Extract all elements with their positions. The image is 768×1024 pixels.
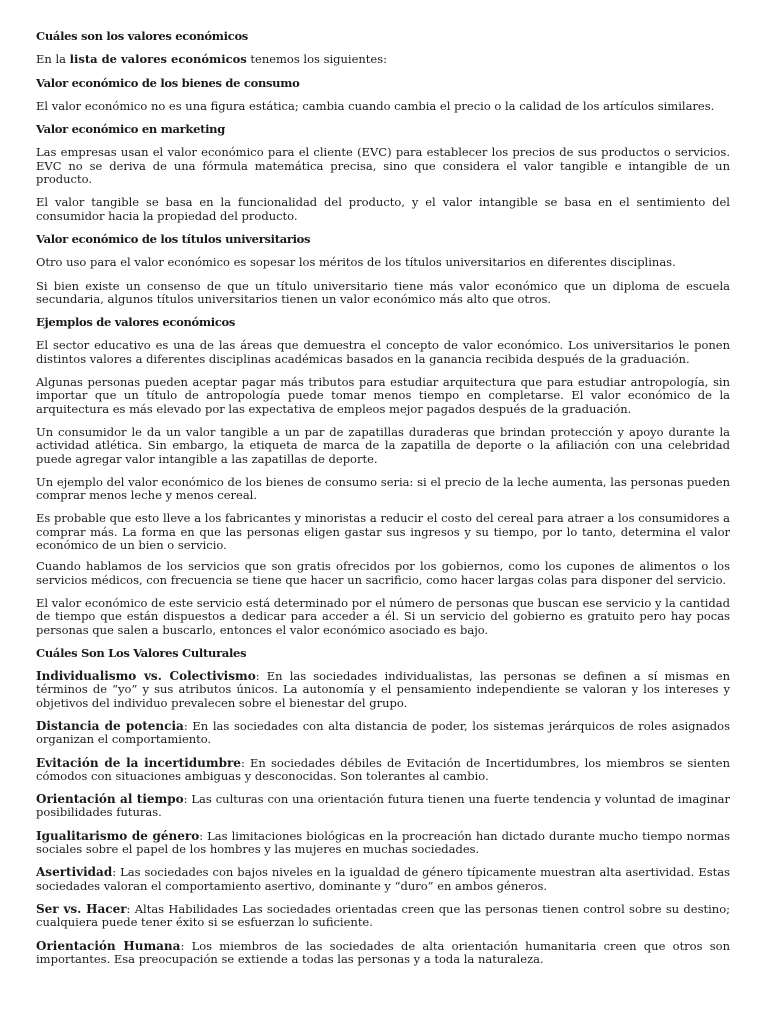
cultural-text: : En las sociedades individualistas, las personas se definen a sí mismas en términos de “yo” y sus atributos únicos. La autonomía y el pensamiento independiente se valoran y los intereses y objetivos del individuo prevalecen sobre el bienestar del grupo. [36,669,730,710]
paragraph-marketing-1: Las empresas usan el valor económico para el cliente (EVC) para establecer los precios de sus productos o servicios. EVC no se deriva de una fórmula matemática precisa, sino que considera el valor tangible e intangible de un producto. [36,145,730,187]
cultural-term: Ser vs. Hacer [36,901,127,916]
cultural-item [36,830,730,857]
paragraph-ejemplo-2: Algunas personas pueden aceptar pagar más tributos para estudiar arquitectura que para estudiar antropología, sin importar que un título de antropología puede tomar menos tiempo en completarse. El valor económico de la arquitectura es más elevado por las expectativa de empleos mejor pagados después de la graduación. [36,375,730,416]
cultural-text: : Los miembros de las sociedades de alta orientación humanitaria creen que otros son importantes. Esa preocupación se extiende a todas las personas y a toda la naturaleza. [36,938,731,966]
paragraph-titulos-2: Si bien existe un consenso de que un título universitario tiene más valor económico que un diploma de escuela secundaria, algunos títulos universitarios tienen un valor económico más alto que otros. [36,278,730,306]
cultural-term: Evitación de la incertidumbre [36,755,241,770]
paragraph-ejemplo-1: El sector educativo es una de las áreas que demuestra el concepto de valor económico. Los universitarios le ponen distintos valores a diferentes disciplinas académicas basados en la ganancia recibida después de la graduación. [36,338,730,366]
cultural-item [36,757,730,784]
cultural-item [36,793,730,820]
paragraph-bienes-consumo: El valor económico no es una figura estática; cambia cuando cambia el precio o la calidad de los artículos similares. [36,98,715,113]
paragraph-ejemplo-7: El valor económico de este servicio está determinado por el número de personas que buscan ese servicio y la cantidad de tiempo que están dispuestos a dedicar para acceder a él. Si un servicio del gobierno es gratuito pero hay pocas personas que salen a buscarlo, entonces el valor económico asociado es bajo. [36,595,730,637]
paragraph-marketing-2: El valor tangible se basa en la funcionalidad del producto, y el valor intangible se basa en el sentimiento del consumidor hacia la propiedad del producto. [36,195,730,223]
intro-post: tenemos los siguientes: [246,52,388,67]
paragraph-ejemplo-5: Es probable que esto lleve a los fabricantes y minoristas a reducir el costo del cereal para atraer a los consumidores a comprar más. La forma en que las personas eligen gastar sus ingresos y su tiempo, por lo tanto, determina el valor económico de un bien o servicio. [36,511,730,553]
heading-bienes-consumo: Valor económico de los bienes de consumo [36,75,300,90]
paragraph-titulos-1: Otro uso para el valor económico es sopesar los méritos de los títulos universitarios en diferentes disciplinas. [36,255,676,270]
intro-bold: lista de valores económicos [69,52,247,67]
cultural-text: : En las sociedades con alta distancia de poder, los sistemas jerárquicos de roles asignados organizan el comportamiento. [36,718,730,747]
cultural-text: : Las sociedades con bajos niveles en la igualdad de género típicamente muestran alta asertividad. Estas sociedades valoran el comportamiento asertivo, dominante y “duro” en ambos géneros. [36,865,730,893]
cultural-item [36,670,730,710]
paragraph-ejemplo-4: Un ejemplo del valor económico de los bienes de consumo seria: si el precio de la leche aumenta, las personas pueden comprar menos leche y menos cereal. [36,474,730,503]
cultural-text: : Las culturas con una orientación futura tienen una fuerte tendencia y voluntad de imaginar posibilidades futuras. [36,792,731,820]
cultural-term: Distancia de potencia [36,718,184,733]
intro-pre: En la [36,52,70,67]
cultural-item [36,720,730,747]
cultural-term: Igualitarismo de género [36,828,200,843]
paragraph-ejemplo-3: Un consumidor le da un valor tangible a un par de zapatillas duraderas que brindan protección y apoyo durante la actividad atlética. Sin embargo, la etiqueta de marca de la zapatilla de deporte o la afiliación con una celebridad puede agregar valor intangible a las zapatillas de deporte. [36,424,730,466]
cultural-item [36,866,730,893]
heading-marketing: Valor económico en marketing [36,122,225,137]
cultural-term: Asertividad [36,865,113,880]
cultural-term: Orientación Humana [36,938,181,953]
cultural-item [36,903,730,930]
heading-titulos: Valor económico de los títulos universitarios [36,231,311,246]
document-title: Cuáles son los valores económicos [36,29,248,43]
heading-culturales: Cuáles Son Los Valores Culturales [36,645,247,660]
document-body [36,30,730,976]
intro-paragraph [36,53,730,66]
heading-ejemplos: Ejemplos de valores económicos [36,315,236,330]
cultural-text: : En sociedades débiles de Evitación de Incertidumbres, los miembros se sienten cómodos con situaciones ambiguas y desconocidas. Son tolerantes al cambio. [36,755,730,783]
cultural-text: : Las limitaciones biológicas en la procreación han dictado durante mucho tiempo normas sociales sobre el papel de los hombres y las mujeres en muchas sociedades. [36,828,730,857]
cultural-term: Orientación al tiempo [36,792,184,807]
cultural-term: Individualismo vs. Colectivismo [36,669,256,684]
cultural-text: : Altas Habilidades Las sociedades orientadas creen que las personas tienen control sobre su destino; cualquiera puede tener éxito si se esfuerzan lo suficiente. [36,901,730,930]
cultural-item [36,940,730,967]
paragraph-ejemplo-6: Cuando hablamos de los servicios que son gratis ofrecidos por los gobiernos, como los cupones de alimentos o los servicios médicos, con frecuencia se tiene que hacer un sacrificio, como hacer largas colas para disponer del servicio. [36,559,730,587]
